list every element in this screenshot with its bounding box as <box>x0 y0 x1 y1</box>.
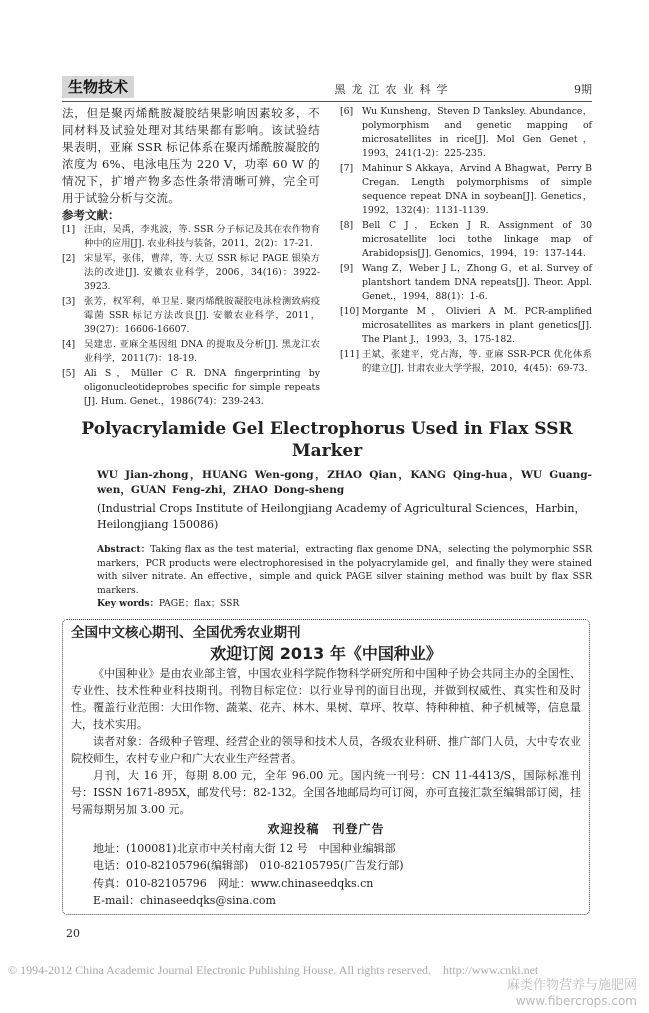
reference-item <box>340 305 592 347</box>
ad-tagline: 全国中文核心期刊、全国优秀农业期刊 <box>71 624 301 641</box>
reference-number: [1] <box>62 224 76 235</box>
reference-item <box>62 252 320 294</box>
authors: WU Jian-zhong，HUANG Wen-gong，ZHAO Qian，KANG Qing-hua，WU Guang-wen，GUAN Feng-zhi，ZHAO Dong-sheng <box>97 469 592 496</box>
right-column <box>340 105 592 410</box>
reference-number: [4] <box>62 339 76 350</box>
reference-number: [10] <box>340 306 360 317</box>
reference-text: Wu Kunsheng，Steven D Tanksley. Abundance，polymorphism and genetic mapping of microsatellites in rice[J]. Mol Gen Genet，1993，241(1-2)：225-235. <box>362 106 592 159</box>
reference-text: 宋显军，张伟，曹萍，等. 大豆 SSR 标记 PAGE 银染方法的改进[J]. 安徽农业科学，2006，34(16)：3922-3923. <box>84 253 320 292</box>
two-column-body <box>62 105 592 410</box>
ad-phone: 电话：010-82105796(编辑部) 010-82105795(广告发行部) <box>93 859 404 872</box>
reference-item <box>340 262 592 304</box>
reference-number: [5] <box>62 368 76 379</box>
subscription-ad-box <box>62 619 590 915</box>
reference-item <box>340 348 592 376</box>
references-list-right <box>340 105 592 376</box>
left-column <box>62 105 320 410</box>
journal-page <box>62 0 592 941</box>
reference-number: [2] <box>62 253 76 264</box>
reference-text: Bell C J，Ecken J R. Assignment of 30 microsatellite loci tothe linkage map of Arabidopsis[J]. Genomics，1994，19：137-144. <box>362 220 592 259</box>
affiliation: (Industrial Crops Institute of Heilongjiang Academy of Agricultural Sciences，Harbin，Heilongjiang 150086) <box>97 502 586 531</box>
reference-text: 王斌，张建平，党占海，等. 亚麻 SSR-PCR 优化体系的建立[J]. 甘肃农业大学学报，2010，4(45)：69-73. <box>362 349 592 374</box>
ad-address: 地址：(100081)北京市中关村南大街 12 号 中国种业编辑部 <box>93 841 396 855</box>
reference-number: [9] <box>340 263 354 274</box>
ad-email[interactable]: E-mail：chinaseedqks@sina.com <box>93 894 276 907</box>
reference-item <box>340 162 592 218</box>
reference-text: Mahinur S Akkaya，Arvind A Bhagwat，Perry B Cregan. Length polymorphisms of simple sequence repeat DNA in soybean[J]. Genetics，1992，132(4)：1131-1139. <box>362 163 592 216</box>
article-title-english: Polyacrylamide Gel Electrophorus Used in Flax SSR Marker <box>81 419 573 461</box>
ad-headline: 欢迎订阅 2013 年《中国种业》 <box>210 643 442 663</box>
watermark-url: www.fibercrops.com <box>515 993 637 1008</box>
references-heading: 参考文献： <box>62 208 120 222</box>
reference-number: [11] <box>340 349 360 360</box>
body-paragraph: 法，但是聚丙烯酰胺凝胶结果影响因素较多，不同材料及试验处理对其结果都有影响。该试验结果表明，亚麻 SSR 标记体系在聚丙烯酰胺凝胶的浓度为 6%、电泳电压为 220 V，功率 60 W 的情况下，扩增产物多态性条带清晰可辨，完全可用于试验分析与交流。 <box>62 106 320 205</box>
page-header <box>62 76 592 102</box>
reference-item <box>62 338 320 366</box>
ad-paragraph: 《中国种业》是由农业部主管，中国农业科学院作物科学研究所和中国种子协会共同主办的全国性、专业性、技术性种业科技期刊。刊物目标定位：以行业导刊的面目出现，并做到权威性、真实性和及时性。覆盖行业范围：大田作物、蔬菜、花卉、林木、果树、草坪、牧草、特种种植、种子机械等，信息量大，技术实用。 <box>71 666 581 731</box>
ad-paragraph: 读者对象：各级种子管理、经营企业的领导和技术人员，各级农业科研、推广部门人员，大中专农业院校师生，农村专业户和广大农业生产经营者。 <box>71 734 581 765</box>
reference-text: Morgante M，Olivieri A M. PCR-amplified microsatellites as markers in plant genetics[J]. The Plant J.，1993，3，175-182. <box>362 306 592 345</box>
reference-number: [7] <box>340 163 354 174</box>
reference-text: 汪由，吴禹，李兆波，等. SSR 分子标记及其在农作物育种中的应用[J]. 农业科技与装备，2011，2(2)：17-21. <box>84 224 320 249</box>
watermark-block <box>8 978 641 1009</box>
issue-number: 9期 <box>573 83 592 96</box>
english-front-matter <box>62 468 592 611</box>
reference-text: 吴建忠. 亚麻全基因组 DNA 的提取及分析[J]. 黑龙江农业科学，2011(7)：18-19. <box>84 339 320 364</box>
reference-text: 张芳，权军利，单卫星. 聚丙烯酰胺凝胶电泳检测致病疫霉菌 SSR 标记方法改良[J]. 安徽农业科学，2011，39(27)：16606-16607. <box>84 296 320 335</box>
section-label: 生物技术 <box>62 76 134 98</box>
reference-item <box>62 223 320 251</box>
reference-item <box>62 367 320 409</box>
reference-number: [3] <box>62 296 76 307</box>
abstract-label: Abstract： <box>97 544 151 555</box>
reference-number: [6] <box>340 106 354 117</box>
page-footer <box>8 963 641 1009</box>
keywords-label: Key words： <box>97 598 159 609</box>
keywords: PAGE；flax；SSR <box>158 598 240 609</box>
reference-text: Ali S，Müller C R. DNA fingerprinting by oligonucleotideprobes specific for simple repeats [J]. Hum. Genet.，1986(74)：239-243. <box>84 368 320 407</box>
ad-subhead: 欢迎投稿 刊登广告 <box>267 821 385 836</box>
copyright-notice: © 1994-2012 China Academic Journal Electronic Publishing House. All rights reserved. http://www.cnki.net <box>8 962 539 977</box>
reference-item <box>340 105 592 161</box>
reference-text: Wang Z，Weber J L，Zhong G，et al. Survey of plantshort tandem DNA repeats[J]. Theor. Appl. Genet.，1994，88(1)：1-6. <box>362 263 592 302</box>
journal-name: 黑龙江农业科学 <box>334 83 454 96</box>
reference-item <box>62 295 320 337</box>
abstract <box>97 543 592 611</box>
page-number: 20 <box>66 926 80 940</box>
ad-paragraph: 月刊，大 16 开，每期 8.00 元，全年 96.00 元。国内统一刊号：CN 11-4413/S，国际标准刊号：ISSN 1671-895X，邮发代号：82-132。全国各地邮局均可订阅，亦可直接汇款至编辑部订阅，挂号需每期另加 3.00 元。 <box>71 768 581 816</box>
reference-number: [8] <box>340 220 354 231</box>
watermark: 麻类作物营养与施肥网 <box>506 977 637 993</box>
ad-fax-website[interactable]: 传真：010-82105796 网址：www.chinaseedqks.cn <box>93 876 374 890</box>
abstract-text: Taking flax as the test material，extracting flax genome DNA，selecting the polymorphic SSR markers，PCR products were electrophoresised in the polyacrylamide gel，and finally they were stained with silver nitrate. An effective，simple and quick PAGE silver staining method was built by flax SSR markers. <box>97 544 592 596</box>
reference-item <box>340 219 592 261</box>
references-list-left <box>62 223 320 409</box>
